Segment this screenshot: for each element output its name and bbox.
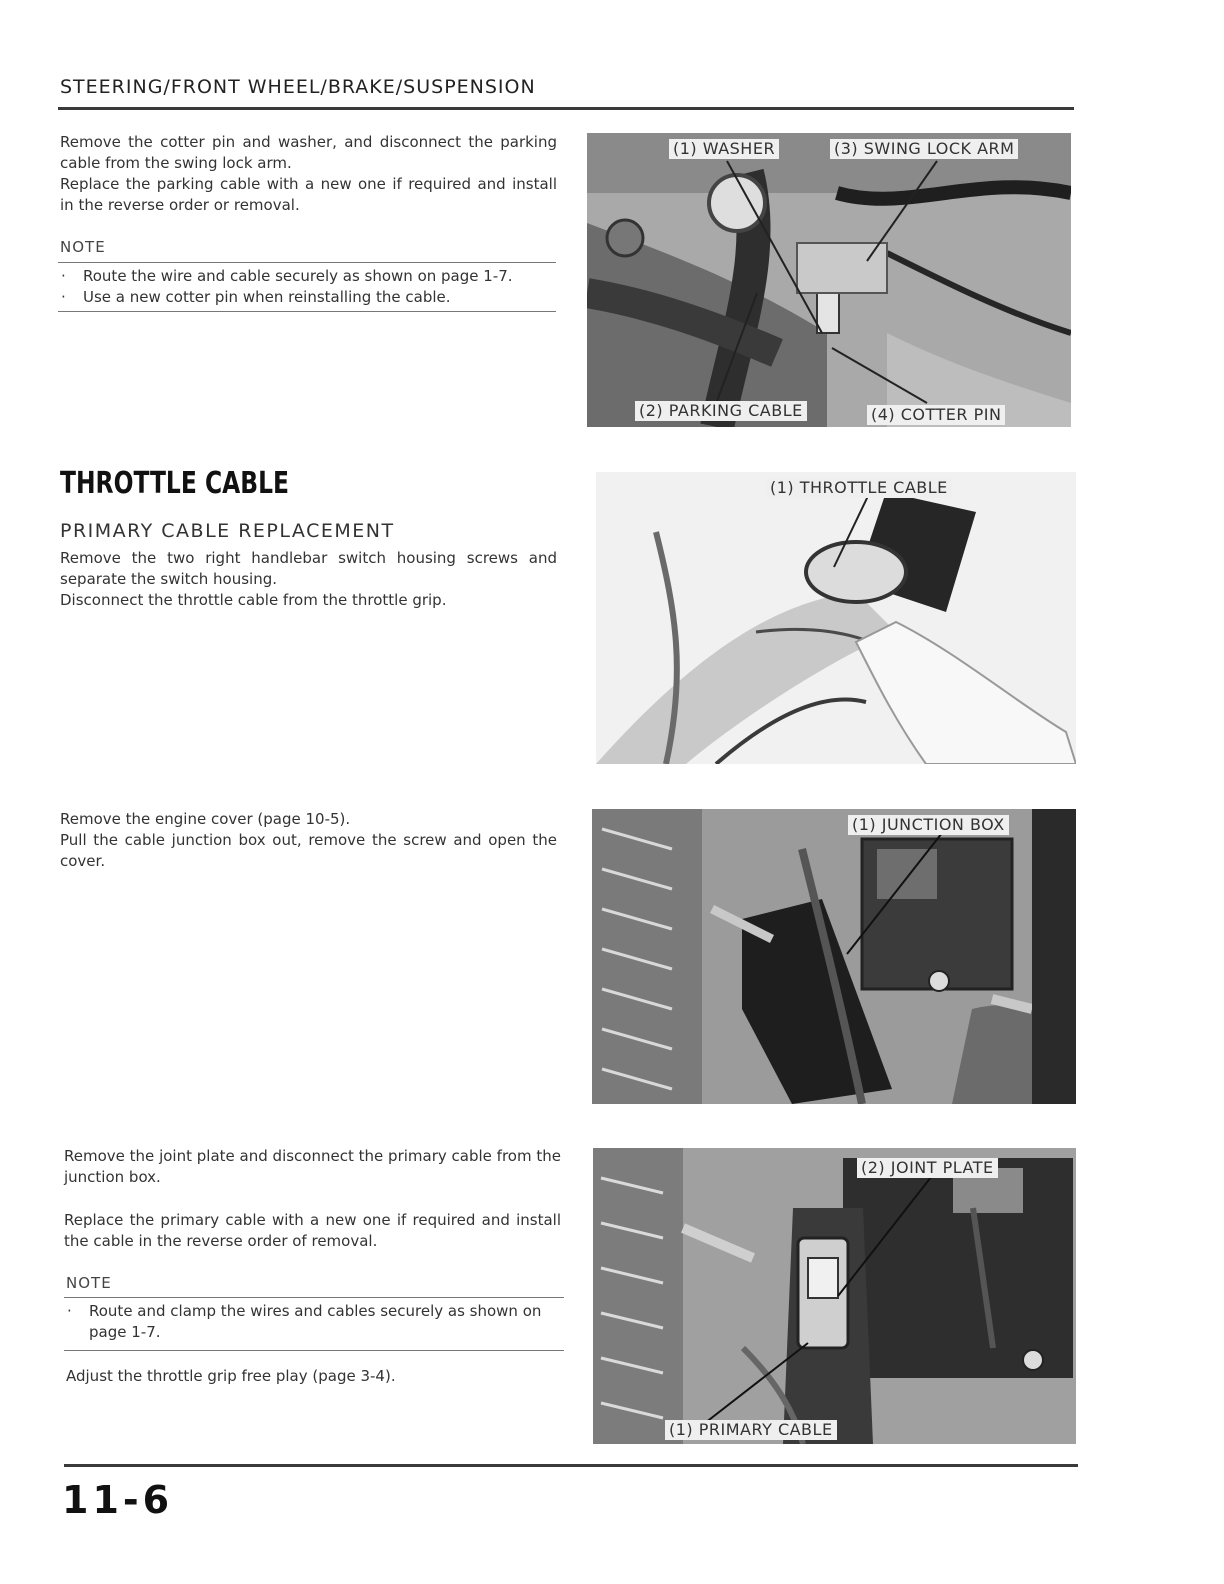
- washer-callout: (1) WASHER: [669, 139, 779, 159]
- page-number: 11-6: [62, 1478, 174, 1522]
- junction-box-callout: (1) JUNCTION BOX: [848, 815, 1009, 835]
- parking-paragraph: Replace the parking cable with a new one if required and install in the reverse order or removal.: [60, 175, 557, 214]
- cotter-pin-callout: (4) COTTER PIN: [867, 405, 1005, 425]
- swing-lock-arm-callout: (3) SWING LOCK ARM: [830, 139, 1018, 159]
- junction-box-photo: [592, 809, 1076, 1104]
- step-paragraph: Remove the two right handlebar switch housing screws and separate the switch housing.: [60, 549, 557, 588]
- step-paragraph: Replace the primary cable with a new one if required and install the cable in the reverse order of removal.: [64, 1211, 561, 1250]
- throttle-step-1: [60, 548, 557, 611]
- note-label: NOTE: [60, 238, 106, 256]
- step-paragraph: Disconnect the throttle cable from the throttle grip.: [60, 591, 447, 609]
- note-rule-bottom: [64, 1350, 564, 1351]
- footer-rule: [64, 1464, 1078, 1467]
- note-item: · Use a new cotter pin when reinstalling the cable.: [61, 288, 451, 306]
- final-step: Adjust the throttle grip free play (page 3-4).: [66, 1367, 396, 1385]
- parking-cable-photo: [587, 133, 1071, 427]
- parking-instructions: [60, 132, 557, 216]
- step-paragraph: Remove the joint plate and disconnect the primary cable from the junction box.: [64, 1147, 561, 1186]
- step-paragraph: Pull the cable junction box out, remove the screw and open the cover.: [60, 831, 557, 870]
- parking-note-list: [60, 266, 557, 308]
- subsection-title: PRIMARY CABLE REPLACEMENT: [60, 520, 395, 542]
- throttle-grip-photo: [596, 472, 1076, 764]
- parking-cable-callout: (2) PARKING CABLE: [635, 401, 807, 421]
- header-rule: [58, 107, 1074, 110]
- note-rule-bottom: [58, 311, 556, 312]
- joint-plate-callout: (2) JOINT PLATE: [857, 1158, 998, 1178]
- note-label: NOTE: [66, 1274, 112, 1292]
- joint-plate-photo: [593, 1148, 1076, 1444]
- step-paragraph: Remove the engine cover (page 10-5).: [60, 810, 351, 828]
- throttle-step-2: [60, 809, 557, 872]
- section-header: STEERING/FRONT WHEEL/BRAKE/SUSPENSION: [60, 76, 536, 98]
- throttle-note-list: [66, 1301, 563, 1343]
- note-item: · Route the wire and cable securely as shown on page 1-7.: [61, 267, 513, 285]
- throttle-cable-callout: (1) THROTTLE CABLE: [766, 478, 952, 498]
- section-title: THROTTLE CABLE: [60, 466, 289, 501]
- throttle-step-3b: [64, 1210, 561, 1252]
- primary-cable-callout: (1) PRIMARY CABLE: [665, 1420, 837, 1440]
- note-rule-top: [58, 262, 556, 263]
- parking-paragraph: Remove the cotter pin and washer, and disconnect the parking cable from the swing lock arm.: [60, 133, 557, 172]
- note-item: · Route and clamp the wires and cables securely as shown on page 1-7.: [67, 1302, 542, 1341]
- throttle-step-3: [64, 1146, 561, 1188]
- note-rule-top: [64, 1297, 564, 1298]
